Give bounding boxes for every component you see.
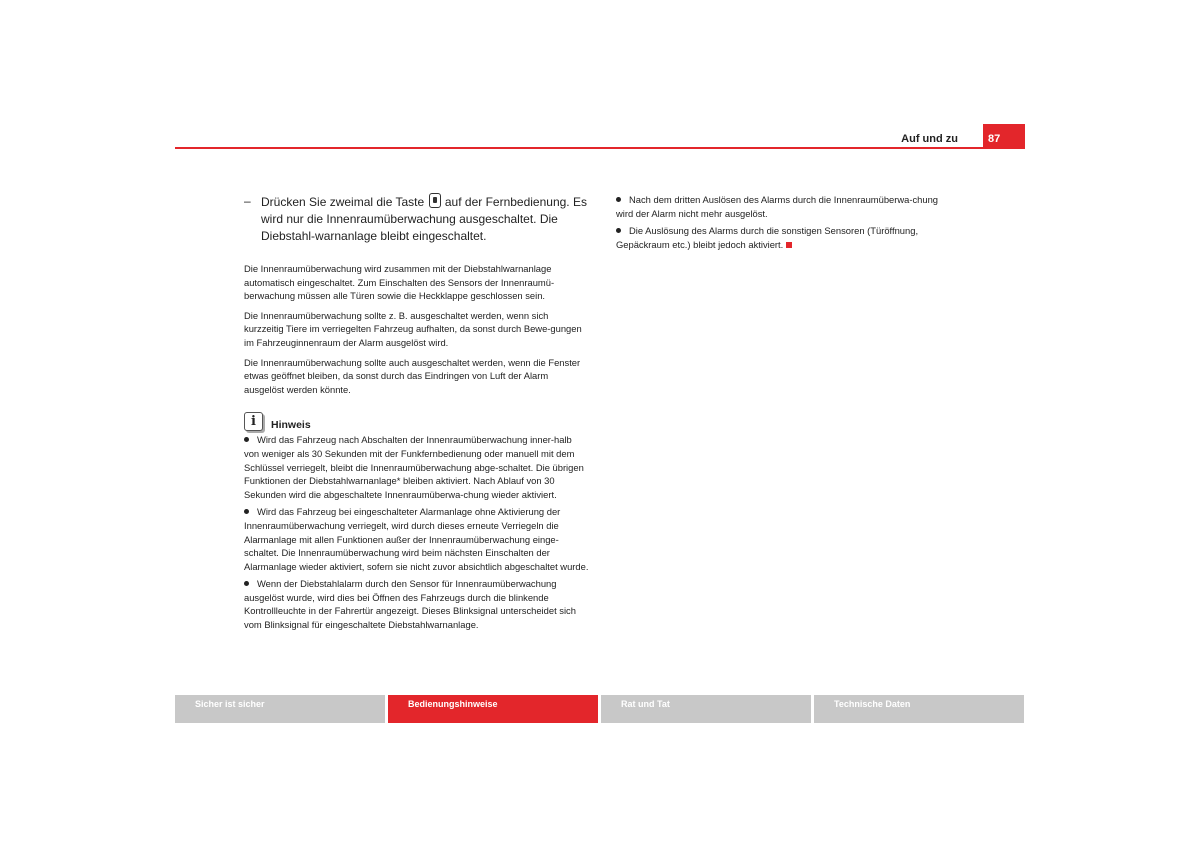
note-bullet [244, 433, 589, 501]
bullet-icon [244, 581, 249, 586]
step-text [261, 193, 589, 245]
paragraph: Die Innenraumüberwachung wird zusammen mit der Diebstahlwarnanlage automatisch eingeschaltet. Zum Einschalten des Sensors der Innenraumü-berwachung müssen alle Türen sowie die Heckklappe geschlossen sein. [244, 263, 555, 302]
right-column [616, 193, 951, 255]
footer-tab-sicher-ist-sicher[interactable]: Sicher ist sicher [175, 695, 385, 723]
footer-tab-rat-und-tat[interactable]: Rat und Tat [601, 695, 811, 723]
end-of-section-icon [786, 242, 792, 248]
footer-tab-bedienungshinweise[interactable]: Bedienungshinweise [388, 695, 598, 723]
list-item-text: Nach dem dritten Auslösen des Alarms durch die Innenraumüberwa-chung wird der Alarm nicht mehr ausgelöst. [616, 194, 939, 219]
left-column [244, 193, 589, 636]
footer-nav [175, 695, 1025, 723]
bullet-icon [616, 197, 621, 202]
note-title: Hinweis [271, 419, 311, 432]
note-bullet-text: Wird das Fahrzeug nach Abschalten der Innenraumüberwachung inner-halb von weniger als 30 Sekunden mit der Funkfernbedienung oder manuell mit dem Schlüssel verriegelt, bleibt die Innenraumüberwachung abge-schaltet. Die übrigen Funktionen der Diebstahlwarnanlage* bleiben aktiviert. Nach Ablauf von 30 Sekunden wird die abgeschaltete Innenraumüberwa-chung wieder aktiviert. [244, 434, 584, 500]
bullet-icon [244, 509, 249, 514]
note-bullet-text: Wird das Fahrzeug bei eingeschalteter Alarmanlage ohne Aktivierung der Innenraumüberwachung verriegelt, wird durch dieses erneute Verriegeln die Alarmanlage mit allen Funktionen außer der Innenraumüberwachung einge-schaltet. Die Innenraumüberwachung wird beim nächsten Einschalten der Alarmanlage wieder aktiviert, sofern sie nicht zuvor absichtlich abgeschaltet wurde. [244, 506, 589, 572]
note-header [244, 412, 589, 431]
note-bullet-text: Wenn der Diebstahlalarm durch den Sensor für Innenraumüberwachung ausgelöst wurde, wird dies bei Öffnen des Fahrzeugs durch die blinkende Kontrollleuchte in der Fahrertür angezeigt. Dieses Blinksignal unterscheidet sich vom Blinksignal für eingeschaltete Diebstahlwarnanlage. [244, 578, 576, 631]
list-item [616, 224, 951, 251]
lock-key-icon [429, 193, 441, 208]
footer-tab-technische-daten[interactable]: Technische Daten [814, 695, 1024, 723]
step-text-before: Drücken Sie zweimal die Taste [261, 195, 425, 209]
note-bullet [244, 577, 589, 631]
header-rule [175, 147, 1025, 149]
section-title: Auf und zu [901, 133, 958, 145]
info-icon-glyph: i [251, 414, 256, 430]
bullet-icon [616, 228, 621, 233]
step-dash: – [244, 194, 251, 208]
list-item-text: Die Auslösung des Alarms durch die sonstigen Sensoren (Türöffnung, Gepäckraum etc.) bleibt jedoch aktiviert. [616, 225, 919, 250]
note-bullet [244, 505, 589, 573]
info-icon [244, 412, 263, 431]
paragraph: Die Innenraumüberwachung sollte auch ausgeschaltet werden, wenn die Fenster etwas geöffnet bleiben, da sonst durch das Eindringen von Luft der Alarm ausgelöst werden könnte. [244, 356, 581, 395]
step-text-after: auf der Fernbedienung. Es wird nur die Innenraumüberwachung ausgeschaltet. Die Diebstahl-warnanlage bleibt eingeschaltet. [261, 195, 587, 243]
paragraph: Die Innenraumüberwachung sollte z. B. ausgeschaltet werden, wenn sich kurzzeitig Tiere im verriegelten Fahrzeug aufhalten, da sonst durch Bewe-gungen im Fahrzeuginnenraum der Alarm ausgelöst wird. [244, 309, 582, 348]
list-item [616, 193, 951, 220]
bullet-icon [244, 437, 249, 442]
instruction-step [244, 193, 589, 245]
page-number: 87 [983, 124, 1025, 149]
